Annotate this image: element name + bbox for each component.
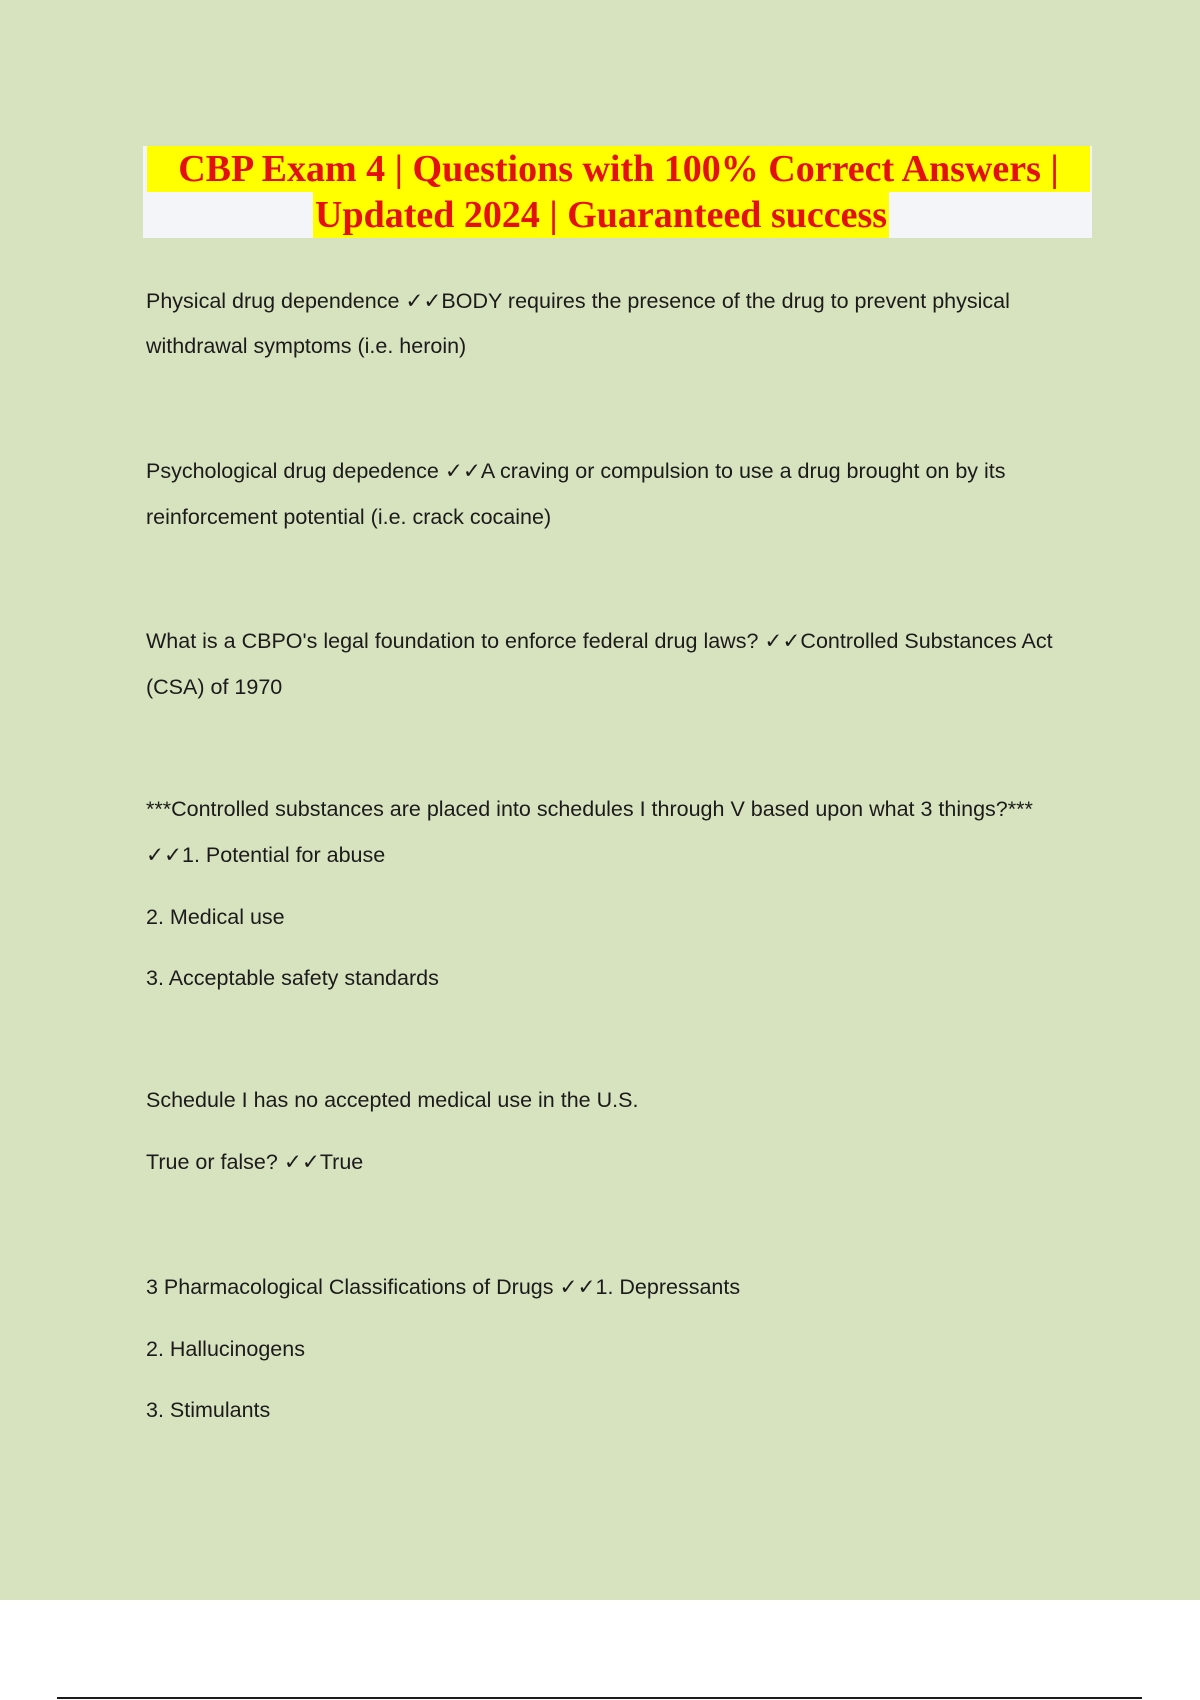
entry-3-continuation: (CSA) of 1970 bbox=[146, 675, 283, 699]
entry-6-question: 3 Pharmacological Classifications of Drugs ✓✓1. Depressants bbox=[146, 1275, 741, 1299]
entry-3-question: What is a CBPO's legal foundation to enforce federal drug laws? ✓✓Controlled Substances Act bbox=[146, 629, 1053, 653]
entry-5-question: True or false? ✓✓True bbox=[146, 1150, 364, 1174]
entry-2-continuation: reinforcement potential (i.e. crack cocaine) bbox=[146, 505, 552, 529]
entry-4-answer-1: ✓✓1. Potential for abuse bbox=[146, 843, 386, 867]
entry-1-continuation: withdrawal symptoms (i.e. heroin) bbox=[146, 334, 467, 358]
entry-2-question: Psychological drug depedence ✓✓A craving or compulsion to use a drug brought on by its bbox=[146, 459, 1006, 483]
bottom-rule bbox=[57, 1697, 1142, 1699]
entry-5-statement: Schedule I has no accepted medical use in the U.S. bbox=[146, 1088, 639, 1112]
entry-6-answer-2: 2. Hallucinogens bbox=[146, 1337, 305, 1361]
entry-4-answer-2: 2. Medical use bbox=[146, 905, 285, 929]
entry-6-answer-3: 3. Stimulants bbox=[146, 1398, 271, 1422]
page-title-line-2: Updated 2024 | Guaranteed success bbox=[315, 194, 888, 236]
entry-1-question: Physical drug dependence ✓✓BODY requires the presence of the drug to prevent physical bbox=[146, 289, 1010, 313]
entry-4-answer-3: 3. Acceptable safety standards bbox=[146, 966, 439, 990]
entry-4-question: ***Controlled substances are placed into schedules I through V based upon what 3 things?*** bbox=[146, 797, 1033, 821]
page-title-line-1: CBP Exam 4 | Questions with 100% Correct Answers | bbox=[147, 146, 1090, 192]
